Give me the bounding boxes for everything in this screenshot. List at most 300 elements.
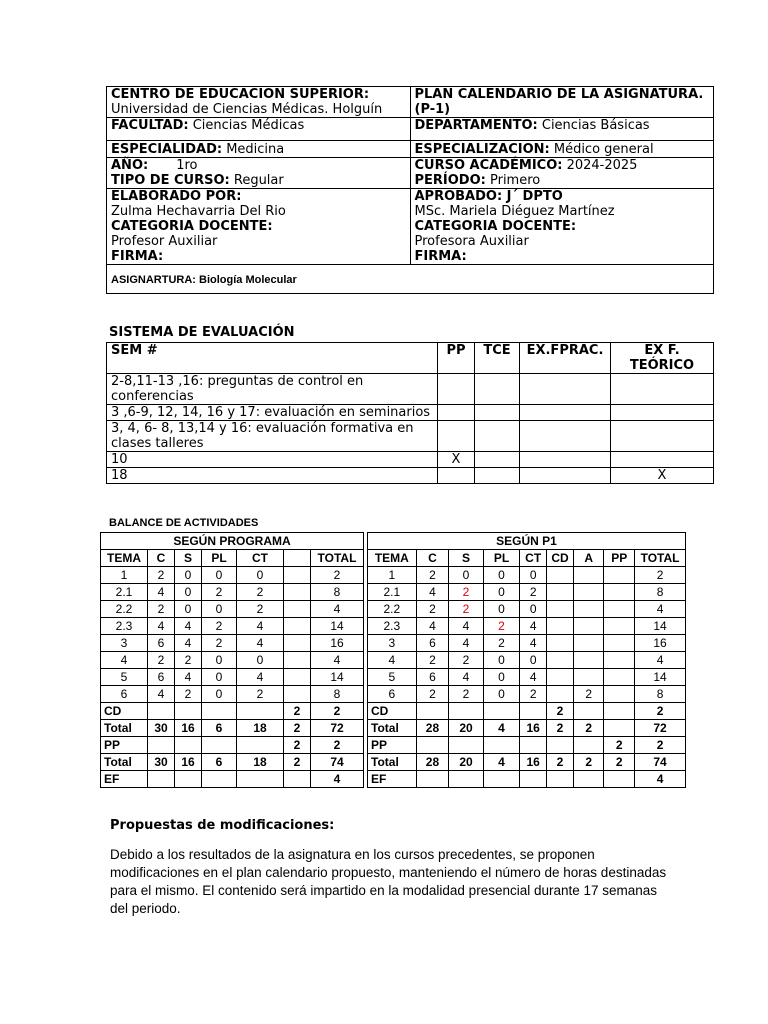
p1-cell: 2 <box>416 601 449 618</box>
p1-cell: 0 <box>449 567 484 584</box>
p1-cell: 4 <box>635 652 686 669</box>
programa-cell: 6 <box>202 754 237 771</box>
p1-cell: 2 <box>416 652 449 669</box>
p1-cell: 0 <box>483 584 520 601</box>
programa-cell: 4 <box>148 686 175 703</box>
p1-cell: 2 <box>449 601 484 618</box>
balance-p1-table <box>367 532 686 788</box>
evaluacion-cell <box>475 421 520 452</box>
p1-cell: 2.2 <box>368 601 417 618</box>
programa-cell: 4 <box>148 618 175 635</box>
p1-cell: 16 <box>520 754 547 771</box>
p1-cell: 2 <box>635 703 686 720</box>
p1-row <box>368 669 686 686</box>
p1-cell <box>573 601 603 618</box>
programa-cell: 3 <box>101 635 148 652</box>
programa-cell: 4 <box>175 669 202 686</box>
programa-cell: 18 <box>237 720 284 737</box>
p1-cell: 72 <box>635 720 686 737</box>
p1-cell <box>573 771 603 788</box>
p1-cell <box>573 567 603 584</box>
p1-cell: 28 <box>416 754 449 771</box>
programa-cell: 4 <box>101 652 148 669</box>
programa-cell <box>284 669 311 686</box>
programa-cell <box>284 584 311 601</box>
programa-cell <box>284 686 311 703</box>
p1-col-header: A <box>573 550 603 567</box>
p1-cell <box>483 771 520 788</box>
elaborado-value: Zulma Hechavarria Del Rio <box>111 204 286 219</box>
elaborado-label: ELABORADO POR: <box>111 189 242 204</box>
p1-cell <box>547 601 574 618</box>
programa-col-header: TEMA <box>101 550 148 567</box>
tipo-value: Regular <box>229 173 284 188</box>
aprobado-value: MSc. Mariela Diéguez Martínez <box>414 204 615 219</box>
p1-cell <box>573 669 603 686</box>
evaluacion-cell: 3, 4, 6- 8, 13,14 y 16: evaluación formativa en clases talleres <box>107 421 438 452</box>
programa-cell: 72 <box>311 720 364 737</box>
p1-cell <box>604 584 635 601</box>
p1-cell <box>547 567 574 584</box>
elaborado-cell <box>107 189 411 265</box>
p1-cell <box>604 686 635 703</box>
p1-cell <box>604 771 635 788</box>
programa-cell: Total <box>101 754 148 771</box>
evaluacion-cell: 3 ,6-9, 12, 14, 16 y 17: evaluación en seminarios <box>107 405 438 421</box>
propuestas-title: Propuestas de modificaciones: <box>110 818 335 833</box>
programa-cell <box>202 737 237 754</box>
p1-cell: 0 <box>483 601 520 618</box>
plan-title: PLAN CALENDARIO DE LA ASIGNATURA. (P-1) <box>414 87 704 117</box>
programa-col-header: S <box>175 550 202 567</box>
programa-cell: 14 <box>311 618 364 635</box>
programa-cell: 2 <box>237 584 284 601</box>
programa-cell <box>202 703 237 720</box>
programa-col-header: PL <box>202 550 237 567</box>
evaluacion-cell: 2-8,11-13 ,16: preguntas de control en conferencias <box>107 374 438 405</box>
programa-cell: 2 <box>284 720 311 737</box>
programa-cell: 6 <box>148 669 175 686</box>
programa-row <box>101 601 364 618</box>
p1-cell: 2 <box>635 737 686 754</box>
p1-cell <box>416 703 449 720</box>
programa-cell: 0 <box>175 601 202 618</box>
p1-cell <box>604 652 635 669</box>
p1-col-header: CT <box>520 550 547 567</box>
p1-cell: 4 <box>483 720 520 737</box>
programa-cell: 16 <box>175 720 202 737</box>
evaluacion-col-exfteorico: EX F. TEÓRICO <box>611 343 714 374</box>
p1-cell: 5 <box>368 669 417 686</box>
programa-cell: 6 <box>101 686 148 703</box>
programa-cell: 6 <box>202 720 237 737</box>
evaluacion-cell: 18 <box>107 468 438 484</box>
p1-cell: 16 <box>635 635 686 652</box>
p1-cell <box>483 737 520 754</box>
facultad-label: FACULTAD: <box>111 118 189 133</box>
p1-cell <box>604 703 635 720</box>
programa-cell: 0 <box>202 669 237 686</box>
p1-cell <box>604 635 635 652</box>
p1-cell <box>573 618 603 635</box>
programa-cell: CD <box>101 703 148 720</box>
p1-cell: 4 <box>635 771 686 788</box>
p1-cell: 2 <box>483 618 520 635</box>
p1-cell: 4 <box>635 601 686 618</box>
p1-col-header: CD <box>547 550 574 567</box>
programa-cell: 74 <box>311 754 364 771</box>
p1-cell: 4 <box>416 618 449 635</box>
p1-cell: 4 <box>449 669 484 686</box>
programa-cell: 0 <box>202 652 237 669</box>
p1-cell <box>604 567 635 584</box>
p1-cell <box>573 584 603 601</box>
centro-label: CENTRO DE EDUCACION SUPERIOR: <box>111 87 370 102</box>
p1-cell: 8 <box>635 584 686 601</box>
evaluacion-cell: X <box>438 452 475 468</box>
evaluacion-cell <box>520 405 611 421</box>
p1-cell <box>547 771 574 788</box>
programa-row <box>101 686 364 703</box>
balance-title: BALANCE DE ACTIVIDADES <box>109 517 259 529</box>
departamento-cell <box>410 118 714 141</box>
p1-cell: 4 <box>520 635 547 652</box>
balance-programa-table <box>100 532 364 788</box>
p1-col-header: S <box>449 550 484 567</box>
p1-cell <box>483 703 520 720</box>
p1-cell: 4 <box>416 584 449 601</box>
p1-cell: 74 <box>635 754 686 771</box>
programa-cell <box>148 771 175 788</box>
evaluacion-cell <box>520 452 611 468</box>
p1-row <box>368 686 686 703</box>
p1-cell: 2 <box>547 720 574 737</box>
evaluacion-row <box>107 374 714 405</box>
programa-cell <box>284 618 311 635</box>
evaluacion-cell <box>475 374 520 405</box>
tipo-label: TIPO DE CURSO: <box>111 173 230 188</box>
p1-row <box>368 737 686 754</box>
evaluacion-row <box>107 452 714 468</box>
p1-cell: 2 <box>573 686 603 703</box>
programa-cell: 2.2 <box>101 601 148 618</box>
centro-value: Universidad de Ciencias Médicas. Holguín <box>111 102 383 117</box>
programa-cell: 4 <box>237 669 284 686</box>
programa-cell: 18 <box>237 754 284 771</box>
p1-col-header: TOTAL <box>635 550 686 567</box>
p1-col-header: PP <box>604 550 635 567</box>
programa-cell: 2 <box>148 601 175 618</box>
p1-row <box>368 618 686 635</box>
programa-cell: 2 <box>284 703 311 720</box>
programa-row <box>101 584 364 601</box>
especializacion-value: Médico general <box>549 142 654 157</box>
programa-cell: 0 <box>175 567 202 584</box>
aprobado-label: APROBADO: J´ DPTO <box>414 189 563 204</box>
p1-cell <box>547 618 574 635</box>
programa-cell: 4 <box>311 771 364 788</box>
evaluacion-cell <box>438 468 475 484</box>
programa-cell: 6 <box>148 635 175 652</box>
curso-value: 2024-2025 <box>562 158 638 173</box>
programa-row <box>101 754 364 771</box>
programa-cell: Total <box>101 720 148 737</box>
evaluacion-cell <box>520 421 611 452</box>
programa-cell: 14 <box>311 669 364 686</box>
programa-cell: 2 <box>311 703 364 720</box>
evaluacion-cell <box>611 421 714 452</box>
p1-cell: 2 <box>573 720 603 737</box>
programa-row <box>101 652 364 669</box>
programa-col-header: CT <box>237 550 284 567</box>
programa-cell: 4 <box>148 584 175 601</box>
p1-cell <box>520 703 547 720</box>
p1-cell: 6 <box>368 686 417 703</box>
p1-cell: 0 <box>520 652 547 669</box>
p1-cell: 4 <box>449 618 484 635</box>
p1-cell <box>449 771 484 788</box>
asignatura-cell <box>107 265 714 294</box>
categoria-right-value: Profesora Auxiliar <box>414 234 529 249</box>
p1-row <box>368 652 686 669</box>
programa-cell <box>175 737 202 754</box>
programa-title: SEGÚN PROGRAMA <box>101 533 364 550</box>
curso-periodo-cell <box>410 158 714 189</box>
programa-cell: 4 <box>175 635 202 652</box>
p1-cell: 0 <box>520 567 547 584</box>
programa-cell: 5 <box>101 669 148 686</box>
p1-cell <box>547 737 574 754</box>
programa-cell: 8 <box>311 686 364 703</box>
p1-cell <box>604 720 635 737</box>
propuestas-text: Debido a los resultados de la asignatura en los cursos precedentes, se proponen modificaciones en el plan calendario propuesto, manteniendo el número de horas destinadas para el mismo. El contenido será impartido en la modalidad presencial durante 17 semanas del periodo. <box>110 847 667 916</box>
programa-row <box>101 771 364 788</box>
evaluacion-cell <box>475 405 520 421</box>
programa-cell <box>237 737 284 754</box>
programa-cell <box>148 737 175 754</box>
programa-cell <box>237 771 284 788</box>
p1-cell <box>520 737 547 754</box>
p1-cell <box>449 703 484 720</box>
evaluacion-table <box>106 342 714 484</box>
curso-label: CURSO ACADÉMICO: <box>414 158 563 173</box>
programa-cell: 4 <box>311 601 364 618</box>
programa-cell: 2 <box>148 652 175 669</box>
asignatura-text: ASIGNARTURA: Biología Molecular <box>111 274 297 286</box>
programa-cell: PP <box>101 737 148 754</box>
programa-cell: 2 <box>311 737 364 754</box>
p1-cell: 2 <box>547 703 574 720</box>
programa-row <box>101 567 364 584</box>
programa-cell: 2 <box>148 567 175 584</box>
programa-row <box>101 669 364 686</box>
programa-cell: 2 <box>311 567 364 584</box>
p1-cell: 2 <box>483 635 520 652</box>
p1-cell: 8 <box>635 686 686 703</box>
programa-col-header <box>284 550 311 567</box>
p1-cell: 2 <box>573 754 603 771</box>
anio-tipo-cell <box>107 158 411 189</box>
programa-cell: EF <box>101 771 148 788</box>
p1-cell: 4 <box>483 754 520 771</box>
course-header-table <box>106 86 714 294</box>
p1-cell: 2 <box>604 754 635 771</box>
p1-cell: 2 <box>520 584 547 601</box>
p1-cell: 2 <box>449 652 484 669</box>
p1-cell: 2 <box>604 737 635 754</box>
p1-row <box>368 720 686 737</box>
programa-cell: 30 <box>148 720 175 737</box>
p1-cell: 2 <box>547 754 574 771</box>
p1-cell <box>604 601 635 618</box>
p1-cell: 2 <box>449 584 484 601</box>
programa-cell: 2 <box>237 686 284 703</box>
p1-cell: 1 <box>368 567 417 584</box>
p1-col-header: PL <box>483 550 520 567</box>
evaluacion-col-pp: PP <box>438 343 475 374</box>
p1-cell: 4 <box>449 635 484 652</box>
programa-cell: 4 <box>237 618 284 635</box>
programa-row <box>101 618 364 635</box>
p1-cell <box>547 652 574 669</box>
p1-cell: 28 <box>416 720 449 737</box>
p1-cell: 0 <box>483 652 520 669</box>
p1-row <box>368 754 686 771</box>
programa-col-header: C <box>148 550 175 567</box>
firma-left-label: FIRMA: <box>111 249 164 264</box>
p1-title: SEGÚN P1 <box>368 533 686 550</box>
periodo-value: Primero <box>485 173 541 188</box>
p1-cell: 4 <box>520 618 547 635</box>
evaluacion-col-exfprac: EX.FPRAC. <box>520 343 611 374</box>
centro-cell <box>107 87 411 118</box>
p1-cell: 0 <box>483 567 520 584</box>
programa-cell <box>202 771 237 788</box>
p1-cell <box>573 635 603 652</box>
programa-cell <box>284 635 311 652</box>
p1-cell: Total <box>368 720 417 737</box>
anio-value: 1ro <box>176 158 198 173</box>
p1-row <box>368 703 686 720</box>
p1-cell: 14 <box>635 669 686 686</box>
categoria-right-label: CATEGORIA DOCENTE: <box>414 219 577 234</box>
evaluacion-col-sem: SEM # <box>107 343 438 374</box>
p1-cell <box>573 737 603 754</box>
p1-cell: 20 <box>449 754 484 771</box>
evaluacion-header-row <box>107 343 714 374</box>
p1-row <box>368 635 686 652</box>
p1-cell: 2.3 <box>368 618 417 635</box>
p1-cell <box>547 635 574 652</box>
evaluacion-cell: X <box>611 468 714 484</box>
programa-cell: 16 <box>311 635 364 652</box>
p1-cell: CD <box>368 703 417 720</box>
especialidad-label: ESPECIALIDAD: <box>111 142 223 157</box>
evaluacion-cell <box>611 374 714 405</box>
p1-cell <box>573 703 603 720</box>
facultad-cell <box>107 118 411 141</box>
p1-row <box>368 584 686 601</box>
programa-col-header: TOTAL <box>311 550 364 567</box>
p1-cell: 2 <box>449 686 484 703</box>
categoria-left-value: Profesor Auxiliar <box>111 234 218 249</box>
anio-label: AÑO: <box>111 158 149 173</box>
aprobado-cell <box>410 189 714 265</box>
programa-cell <box>284 601 311 618</box>
programa-cell: 2 <box>237 601 284 618</box>
p1-cell: 2.1 <box>368 584 417 601</box>
especializacion-cell <box>410 141 714 158</box>
p1-cell: 0 <box>483 686 520 703</box>
p1-cell: EF <box>368 771 417 788</box>
programa-cell: 2 <box>202 635 237 652</box>
p1-cell <box>547 669 574 686</box>
p1-cell: 4 <box>520 669 547 686</box>
programa-cell: 4 <box>311 652 364 669</box>
p1-cell <box>573 652 603 669</box>
p1-cell: PP <box>368 737 417 754</box>
p1-cell: 2 <box>635 567 686 584</box>
facultad-value: Ciencias Médicas <box>188 118 305 133</box>
programa-cell: 4 <box>237 635 284 652</box>
evaluacion-cell <box>438 421 475 452</box>
programa-cell: 2 <box>202 584 237 601</box>
p1-cell <box>449 737 484 754</box>
p1-cell <box>416 737 449 754</box>
p1-cell <box>604 618 635 635</box>
programa-cell: 0 <box>202 601 237 618</box>
departamento-value: Ciencias Básicas <box>537 118 650 133</box>
evaluacion-cell <box>438 405 475 421</box>
p1-cell <box>547 686 574 703</box>
programa-cell: 2 <box>175 686 202 703</box>
programa-row <box>101 737 364 754</box>
p1-cell: 6 <box>416 635 449 652</box>
programa-cell: 0 <box>202 686 237 703</box>
evaluacion-cell <box>520 374 611 405</box>
evaluacion-row <box>107 421 714 452</box>
programa-cell <box>175 771 202 788</box>
programa-cell: 2.3 <box>101 618 148 635</box>
evaluacion-cell <box>475 468 520 484</box>
p1-cell: 2 <box>416 567 449 584</box>
p1-cell: 16 <box>520 720 547 737</box>
evaluacion-col-tce: TCE <box>475 343 520 374</box>
p1-cell: 2 <box>520 686 547 703</box>
programa-cell: 2.1 <box>101 584 148 601</box>
evaluacion-title: SISTEMA DE EVALUACIÓN <box>109 325 295 340</box>
programa-cell <box>237 703 284 720</box>
p1-cell: 14 <box>635 618 686 635</box>
evaluacion-cell <box>611 405 714 421</box>
especialidad-cell <box>107 141 411 158</box>
p1-row <box>368 601 686 618</box>
p1-header-row <box>368 550 686 567</box>
plan-title-cell <box>410 87 714 118</box>
evaluacion-cell: 10 <box>107 452 438 468</box>
programa-cell: 8 <box>311 584 364 601</box>
p1-cell: Total <box>368 754 417 771</box>
p1-cell <box>416 771 449 788</box>
programa-cell: 0 <box>202 567 237 584</box>
evaluacion-cell <box>611 452 714 468</box>
programa-cell <box>284 652 311 669</box>
p1-cell: 2 <box>416 686 449 703</box>
p1-cell: 20 <box>449 720 484 737</box>
p1-col-header: C <box>416 550 449 567</box>
programa-cell: 1 <box>101 567 148 584</box>
programa-cell <box>284 567 311 584</box>
